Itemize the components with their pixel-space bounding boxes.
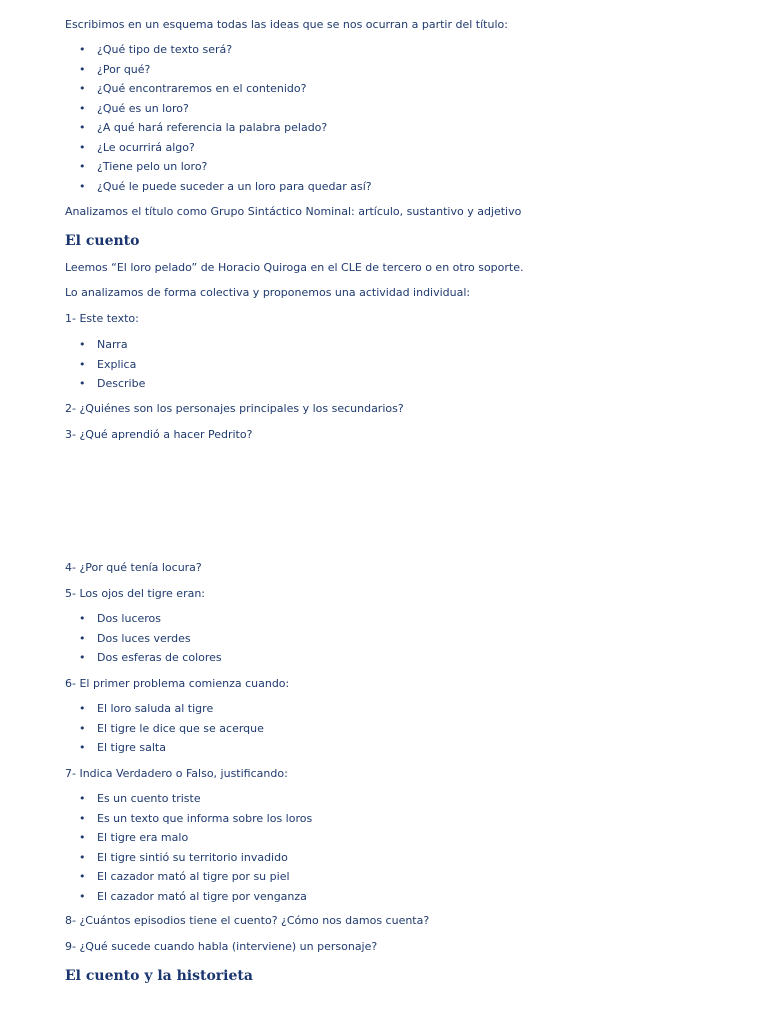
section-heading-cuento: El cuento — [65, 233, 140, 249]
question-1: 1- Este texto: — [65, 312, 139, 325]
list-item-text: ¿Qué tipo de texto será? — [97, 43, 233, 56]
list-item — [65, 702, 264, 722]
list-item-text: El cazador mató al tigre por su piel — [97, 870, 290, 883]
list-item — [65, 377, 145, 397]
list-item — [65, 612, 222, 632]
bullet-icon: • — [79, 101, 86, 115]
question-2: 2- ¿Quiénes son los personajes principales y los secundarios? — [65, 402, 404, 415]
list-item-text: Es un texto que informa sobre los loros — [97, 811, 313, 825]
bullet-icon: • — [79, 889, 86, 903]
bullet-icon: • — [79, 377, 86, 390]
bullet-icon: • — [79, 792, 86, 805]
bullet-icon: • — [79, 612, 86, 625]
list-item — [65, 43, 372, 63]
list-item — [65, 141, 372, 161]
q7-options — [65, 792, 312, 909]
list-item — [65, 632, 222, 652]
list-item — [65, 831, 312, 851]
bullet-icon: • — [79, 850, 86, 864]
bullet-icon: • — [79, 82, 86, 95]
list-item-text: ¿Le ocurrirá algo? — [97, 140, 195, 154]
list-item — [65, 651, 222, 671]
list-item — [65, 102, 372, 122]
list-item — [65, 160, 372, 180]
ideas-list — [65, 43, 372, 199]
list-item-text: El tigre sintió su territorio invadido — [97, 850, 288, 864]
bullet-icon: • — [79, 831, 86, 844]
list-item-text: Narra — [97, 338, 128, 351]
list-item — [65, 722, 264, 742]
bullet-icon: • — [79, 702, 86, 715]
list-item-text: Dos luces verdes — [97, 631, 191, 645]
bullet-icon: • — [79, 357, 86, 371]
list-item-text: El tigre salta — [97, 741, 166, 754]
list-item-text: Describe — [97, 377, 146, 390]
list-item — [65, 358, 145, 378]
list-item — [65, 812, 312, 832]
list-item-text: El cazador mató al tigre por venganza — [97, 889, 307, 903]
bullet-icon: • — [79, 741, 86, 754]
list-item — [65, 870, 312, 890]
list-item-text: Es un cuento triste — [97, 792, 201, 805]
list-item — [65, 890, 312, 910]
list-item-text: Explica — [97, 357, 137, 371]
list-item-text: ¿Qué encontraremos en el contenido? — [97, 82, 307, 95]
bullet-icon: • — [79, 651, 86, 664]
question-8: 8- ¿Cuántos episodios tiene el cuento? ¿Cómo nos damos cuenta? — [65, 914, 430, 927]
list-item — [65, 63, 372, 83]
collective-text: Lo analizamos de forma colectiva y proponemos una actividad individual: — [65, 286, 471, 299]
list-item — [65, 180, 372, 200]
question-9: 9- ¿Qué sucede cuando habla (interviene) un personaje? — [65, 940, 378, 953]
bullet-icon: • — [79, 43, 86, 56]
question-4: 4- ¿Por qué tenía locura? — [65, 561, 202, 574]
read-text: Leemos “El loro pelado” de Horacio Quiroga en el CLE de tercero o en otro soporte. — [65, 261, 524, 274]
bullet-icon: • — [79, 811, 86, 825]
list-item-text: ¿A qué hará referencia la palabra pelado? — [97, 121, 328, 134]
list-item-text: El tigre le dice que se acerque — [97, 721, 264, 735]
bullet-icon: • — [79, 160, 86, 173]
list-item — [65, 121, 372, 141]
list-item — [65, 851, 312, 871]
list-item — [65, 338, 145, 358]
question-3: 3- ¿Qué aprendió a hacer Pedrito? — [65, 428, 253, 441]
list-item-text: ¿Por qué? — [97, 62, 151, 76]
bullet-icon: • — [79, 121, 86, 134]
list-item-text: El tigre era malo — [97, 831, 189, 844]
question-7: 7- Indica Verdadero o Falso, justificando: — [65, 767, 288, 780]
intro-text: Escribimos en un esquema todas las ideas que se nos ocurran a partir del título: — [65, 18, 508, 31]
question-5: 5- Los ojos del tigre eran: — [65, 587, 206, 600]
question-6: 6- El primer problema comienza cuando: — [65, 677, 290, 690]
list-item-text: Dos esferas de colores — [97, 651, 222, 664]
list-item-text: ¿Tiene pelo un loro? — [97, 160, 208, 173]
bullet-icon: • — [79, 338, 86, 351]
section-heading-historieta: El cuento y la historieta — [65, 968, 253, 984]
list-item — [65, 792, 312, 812]
list-item-text: ¿Qué es un loro? — [97, 101, 189, 115]
bullet-icon: • — [79, 721, 86, 735]
bullet-icon: • — [79, 140, 86, 154]
bullet-icon: • — [79, 179, 86, 193]
list-item — [65, 82, 372, 102]
bullet-icon: • — [79, 62, 86, 76]
list-item-text: Dos luceros — [97, 612, 162, 625]
q1-options — [65, 338, 145, 397]
q5-options — [65, 612, 222, 671]
bullet-icon: • — [79, 631, 86, 645]
bullet-icon: • — [79, 870, 86, 883]
list-item-text: El loro saluda al tigre — [97, 702, 214, 715]
analysis-text: Analizamos el título como Grupo Sintáctico Nominal: artículo, sustantivo y adjetivo — [65, 205, 522, 218]
list-item-text: ¿Qué le puede suceder a un loro para quedar así? — [97, 179, 372, 193]
q6-options — [65, 702, 264, 761]
list-item — [65, 741, 264, 761]
